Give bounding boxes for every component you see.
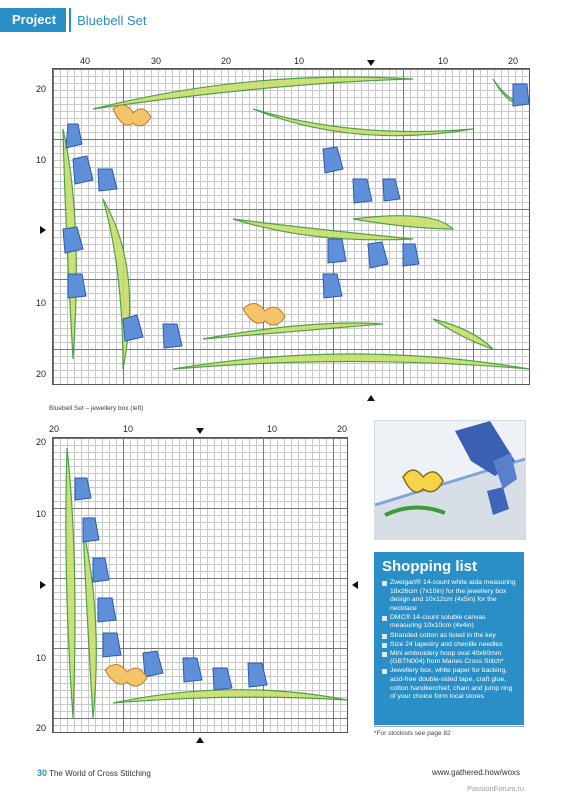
shopping-list <box>374 579 524 702</box>
stockists-note: *For stockists see page 82 <box>374 730 451 737</box>
cross-stitch-chart-corner <box>52 437 348 733</box>
stitched-sample-photo <box>374 420 526 540</box>
page-number: 30 <box>37 768 48 778</box>
shopping-list-title: Shopping list <box>382 558 477 575</box>
shopping-list-item: Size 24 tapestry and chenille needles <box>382 641 518 650</box>
chart1-top-tick: 10 <box>294 56 305 66</box>
center-marker-left <box>40 581 46 589</box>
chart2-left-tick: 10 <box>36 509 47 519</box>
note-divider <box>374 726 524 727</box>
shopping-list-item: Zweigart® 14-count white aida measuring 18x26cm (7x10in) for the jewellery box design and 10x12cm (4x5in) for the necklace <box>382 579 518 613</box>
chart1-left-tick: 20 <box>36 369 47 379</box>
section-tag: Project <box>0 8 66 32</box>
shopping-list-panel <box>374 552 524 725</box>
center-marker-bottom <box>196 737 204 743</box>
chart2-top-tick: 10 <box>123 424 134 434</box>
chart2-top-tick: 20 <box>337 424 348 434</box>
shopping-list-item: Stranded cotton as listed in the key <box>382 632 518 641</box>
chart1-top-tick: 30 <box>151 56 162 66</box>
center-marker-right <box>352 581 358 589</box>
page-header <box>0 8 146 32</box>
shopping-list-item: Mini embroidery hoop oval 40x60mm (GBTN004) from Maries Cross Stitch* <box>382 650 518 667</box>
page-title: Bluebell Set <box>77 12 147 28</box>
page-footer-left <box>37 768 151 778</box>
chart1-top-tick: 20 <box>221 56 232 66</box>
magazine-name: The World of Cross Stitching <box>49 769 151 778</box>
chart1-top-tick: 40 <box>80 56 91 66</box>
chart1-top-tick: 20 <box>508 56 519 66</box>
website-url: www.gathered.how/woxs <box>432 768 521 777</box>
chart1-caption: Bluebell Set – jewellery box (left) <box>49 405 144 412</box>
chart2-top-tick: 10 <box>267 424 278 434</box>
photo-illustration <box>375 421 525 539</box>
chart1-motif <box>53 69 529 384</box>
chart2-left-tick: 20 <box>36 723 47 733</box>
center-marker-top <box>196 428 204 434</box>
center-marker-bottom <box>367 395 375 401</box>
chart2-motif <box>53 438 347 732</box>
chart1-top-tick: 10 <box>438 56 449 66</box>
center-marker-top <box>367 60 375 66</box>
header-divider <box>69 8 71 32</box>
cross-stitch-chart-left <box>52 68 530 385</box>
watermark: PassionForum.ru <box>467 784 525 793</box>
chart1-left-tick: 20 <box>36 84 47 94</box>
chart2-left-tick: 10 <box>36 653 47 663</box>
chart2-top-tick: 20 <box>49 424 60 434</box>
shopping-list-item: DMC® 14-count soluble canvas measuring 10x10cm (4x4in) <box>382 614 518 631</box>
chart1-left-tick: 10 <box>36 298 47 308</box>
chart2-left-tick: 20 <box>36 437 47 447</box>
center-marker-left <box>40 226 46 234</box>
shopping-list-item: Jewellery box, white paper for backing, acid-free double-sided tape, craft glue, cotton handkerchief, chain and jump ring of your choice form local stores <box>382 667 518 701</box>
chart1-left-tick: 10 <box>36 155 47 165</box>
